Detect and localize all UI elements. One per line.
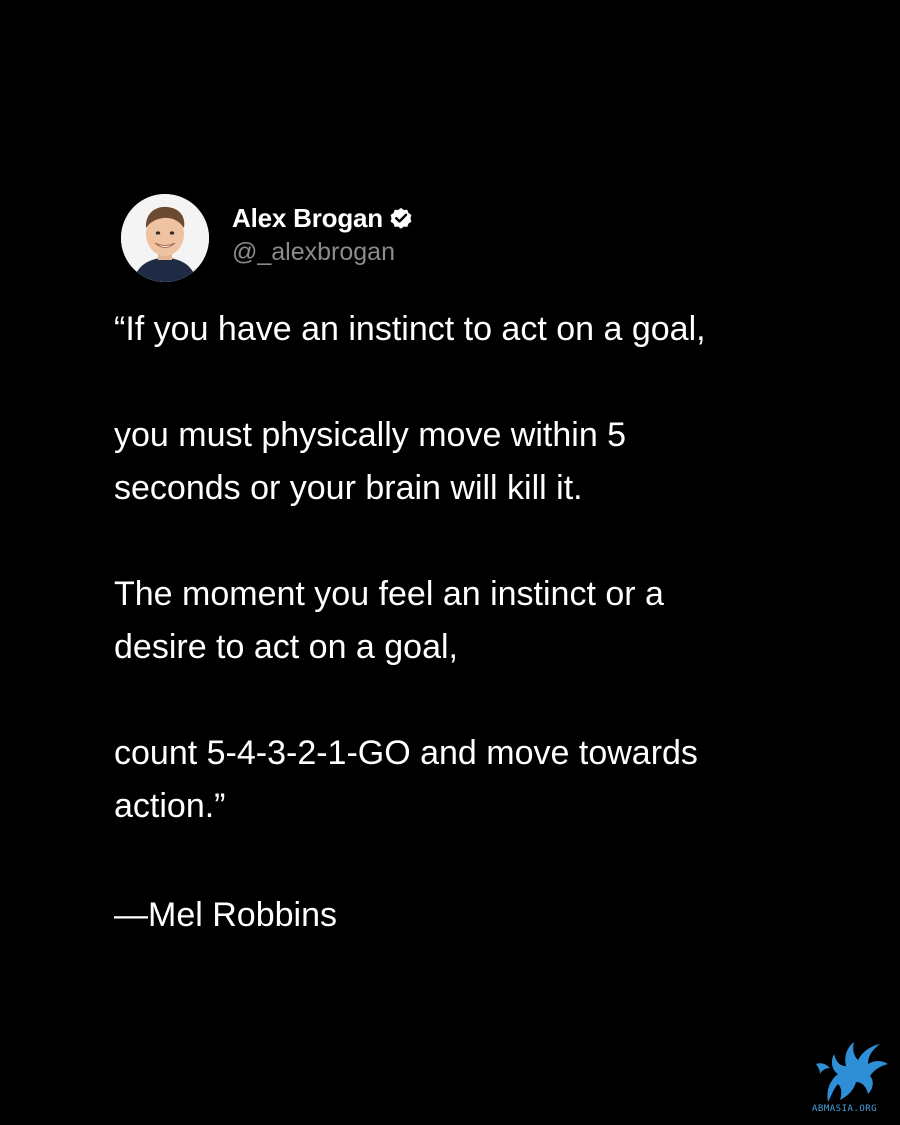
verified-badge-icon (388, 205, 414, 231)
author-handle[interactable]: @_alexbrogan (232, 238, 395, 266)
quote-line: you must physically move within 5 (114, 416, 627, 454)
author-block (232, 200, 414, 267)
quote-line: count 5-4-3-2-1-GO and move towards (114, 734, 698, 772)
avatar[interactable] (121, 194, 209, 282)
quote-line: desire to act on a goal, (114, 628, 459, 666)
quote-line: action.” (114, 787, 226, 825)
quote-attribution: —Mel Robbins (114, 896, 337, 934)
quote-line: seconds or your brain will kill it. (114, 469, 583, 507)
author-name-row (232, 200, 414, 236)
quote-line: “If you have an instinct to act on a goal, (114, 310, 706, 348)
quote-text (114, 303, 814, 833)
watermark-text: ABMASIA.ORG (812, 1104, 878, 1114)
author-name[interactable]: Alex Brogan (232, 202, 383, 233)
quote-line: The moment you feel an instinct or a (114, 575, 664, 613)
person-avatar-icon (121, 194, 209, 282)
